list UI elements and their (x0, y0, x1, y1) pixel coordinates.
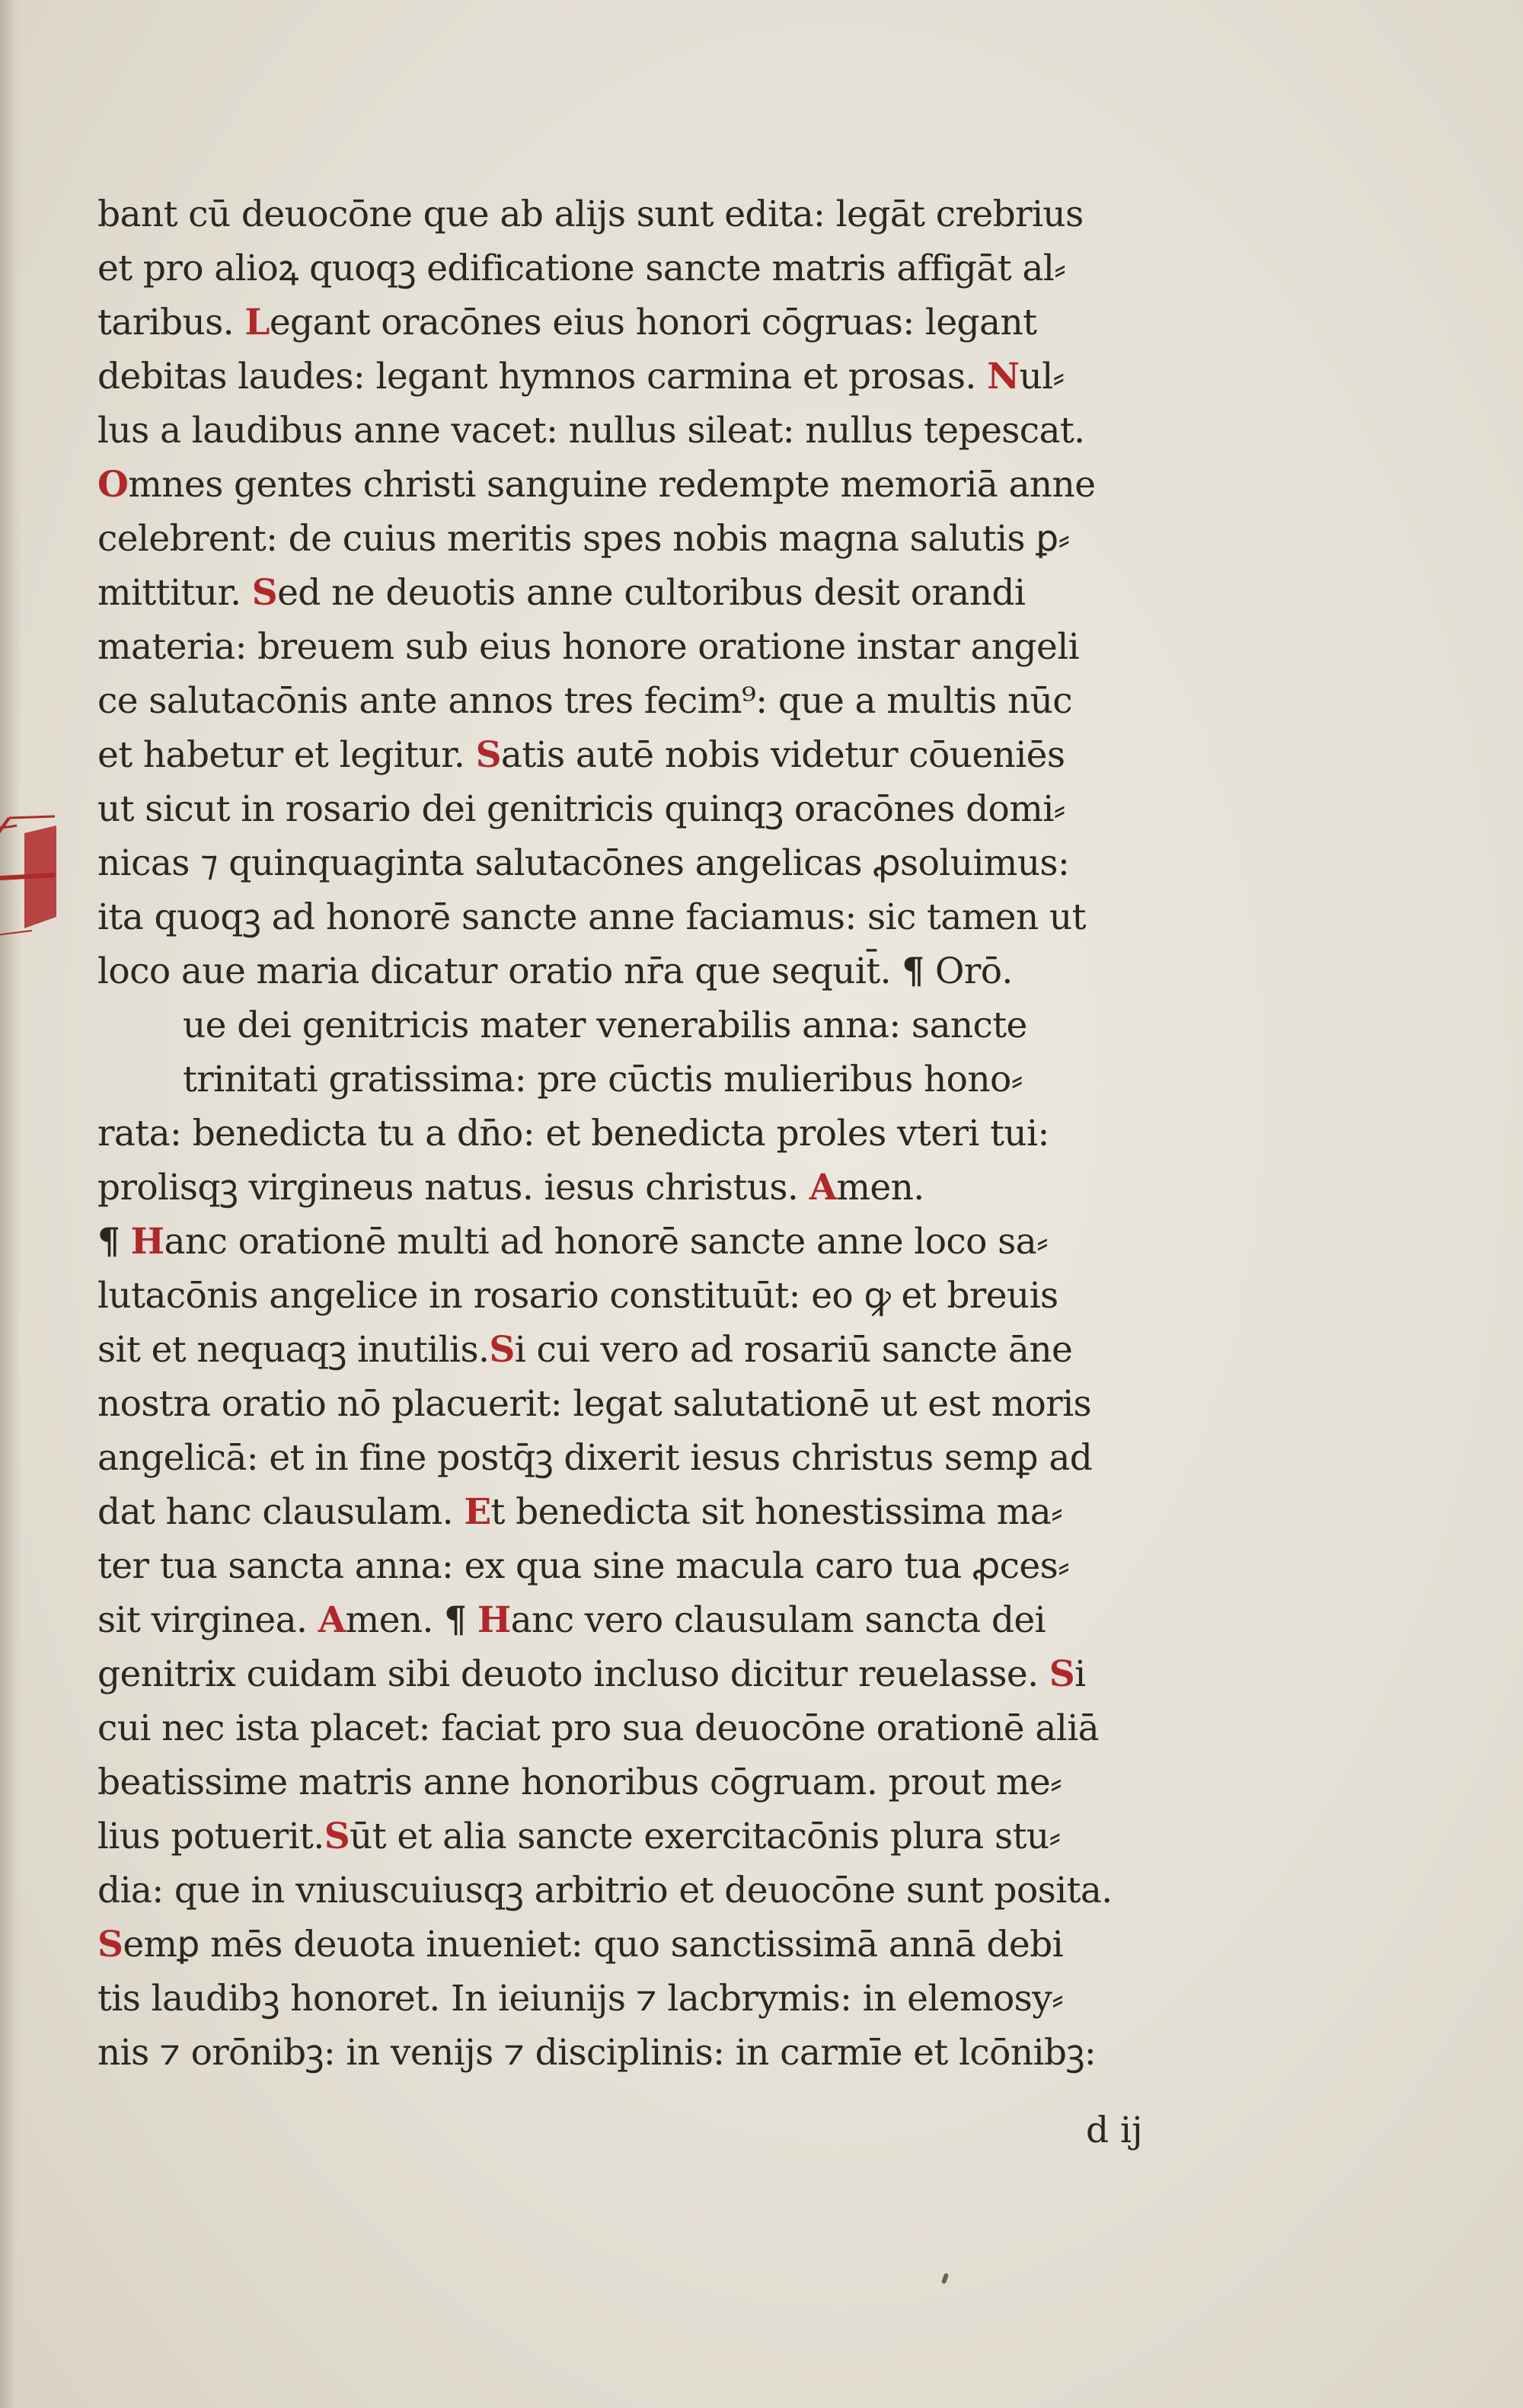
rubric-initial: S (251, 572, 278, 614)
rubric-initial: E (464, 1491, 491, 1533)
text-line: et pro alioꝝ quoqꝫ edificatione sancte matris affigāt al⸗ (97, 248, 1066, 289)
rubric-initial: S (1049, 1653, 1075, 1695)
text-line: nostra oratio nō placuerit: legat salutationē ut est moris (97, 1383, 1092, 1425)
rubric-initial: S (324, 1816, 350, 1857)
rubric-initial: A (809, 1167, 837, 1209)
text-line: tis laudibꝫ honoret. In ieiunijs ⁊ lacbrymis: in elemosy⸗ (97, 1978, 1064, 2020)
rubric-initial: H (130, 1221, 164, 1263)
text-line: sit et nequaqꝫ inutilis.Si cui vero ad rosariū sancte āne (97, 1329, 1073, 1371)
text-line: Omnes gentes christi sanguine redempte memoriā anne (97, 464, 1096, 506)
rubric-initial: A (318, 1599, 346, 1641)
rubric-initial: S (489, 1329, 515, 1371)
rubric-initial: H (477, 1599, 511, 1641)
text-line: celebrent: de cuius meritis spes nobis magna salutis ꝑ⸗ (97, 518, 1070, 560)
text-line: materia: breuem sub eius honore oratione instar angeli (97, 626, 1080, 668)
text-line: dia: que in vniuscuiusqꝫ arbitrio et deuocōne sunt posita. (97, 1870, 1113, 1911)
text-line: taribus. Legant oracōnes eius honori cōgruas: legant (97, 302, 1037, 343)
rubric-initial: L (244, 302, 270, 343)
text-line: lutacōnis angelice in rosario constituūt: eo ꝙ et breuis (97, 1275, 1058, 1317)
text-line: prolisqꝫ virgineus natus. iesus christus. Amen. (97, 1167, 924, 1209)
pilcrow-icon: ¶ (902, 950, 924, 992)
text-line: bant cū deuocōne que ab alijs sunt edita: legāt crebrius (97, 193, 1084, 235)
text-line: debitas laudes: legant hymnos carmina et prosas. Nul⸗ (97, 356, 1065, 398)
rubric-initial: O (97, 464, 129, 506)
text-line: loco aue maria dicatur oratio nr̄a que sequit̄. ¶ Orō. (97, 950, 1013, 992)
text-line: lius potuerit.Sūt et alia sancte exercitacōnis plura stu⸗ (97, 1816, 1061, 1857)
text-line: beatissime matris anne honoribus cōgruam. prout me⸗ (97, 1761, 1062, 1803)
text-line: ita quoqꝫ ad honorē sancte anne faciamus: sic tamen ut (97, 896, 1086, 938)
rubric-initial: S (475, 734, 501, 776)
rubric-initial: N (987, 356, 1020, 398)
text-line: nicas ⁊ quinquaginta salutacōnes angelicas ꝓsoluimus: (97, 842, 1070, 884)
text-column (97, 187, 1255, 2080)
text-line: angelicā: et in fine postq̄ꝫ dixerit iesus christus semꝑ ad (97, 1437, 1093, 1479)
ink-speck (941, 2272, 949, 2284)
text-line: ce salutacōnis ante annos tres fecim⁹: que a multis nūc (97, 680, 1073, 722)
text-line: mittitur. Sed ne deuotis anne cultoribus desit orandi (97, 572, 1026, 614)
page-gutter-shadow (0, 0, 21, 2408)
text-line: lus a laudibus anne vacet: nullus sileat: nullus tepescat. (97, 410, 1085, 452)
decorated-initial-a-icon (0, 803, 81, 955)
text-line: et habetur et legitur. Satis autē nobis videtur cōueniēs (97, 734, 1065, 776)
text-line: sit virginea. Amen. ¶ Hanc vero clausulam sancta dei (97, 1599, 1046, 1641)
text-line: genitrix cuidam sibi deuoto incluso dicitur reuelasse. Si (97, 1653, 1086, 1695)
text-line: nis ⁊ orōnibꝫ: in venijs ⁊ disciplinis: in carmīe et lcōnibꝫ: (97, 2032, 1097, 2074)
pilcrow-icon: ¶ (97, 1221, 120, 1263)
text-line: rata: benedicta tu a dn̄o: et benedicta proles vteri tui: (97, 1113, 1049, 1154)
text-line: trinitati gratissima: pre cūctis mulieribus hono⸗ (183, 1059, 1023, 1100)
text-line: ut sicut in rosario dei genitricis quinqꝫ oracōnes domi⸗ (97, 788, 1065, 830)
text-line: dat hanc clausulam. Et benedicta sit honestissima ma⸗ (97, 1491, 1063, 1533)
pilcrow-icon: ¶ (444, 1599, 467, 1641)
text-line: ter tua sancta anna: ex qua sine macula caro tua ꝓces⸗ (97, 1545, 1070, 1587)
signature-mark: d ij (1086, 2109, 1143, 2151)
text-line: ¶ Hanc orationē multi ad honorē sancte anne loco sa⸗ (97, 1221, 1049, 1263)
text-line: ue dei genitricis mater venerabilis anna: sancte (183, 1004, 1027, 1046)
rubric-initial: S (97, 1924, 123, 1966)
text-line: cui nec ista placet: faciat pro sua deuocōne orationē aliā (97, 1707, 1100, 1749)
text-line: Semꝑ mēs deuota inueniet: quo sanctissimā annā debi (97, 1924, 1064, 1966)
